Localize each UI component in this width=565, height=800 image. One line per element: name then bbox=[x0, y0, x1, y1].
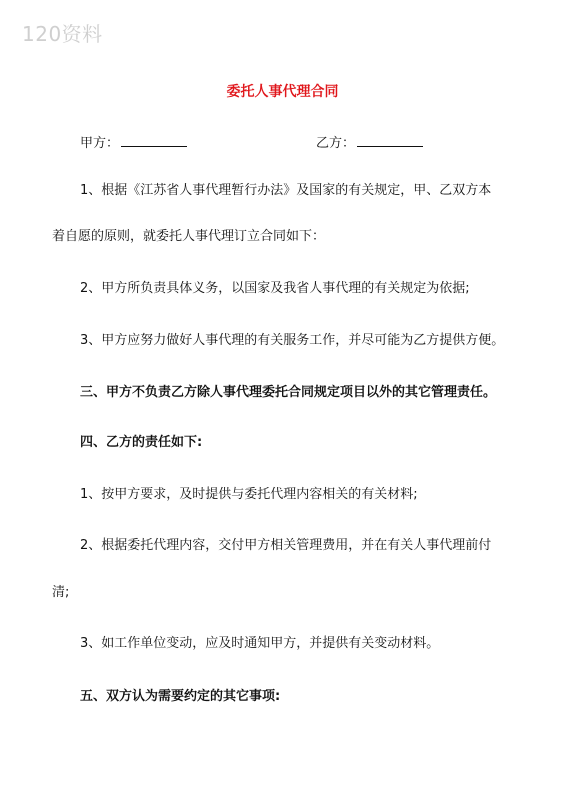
clause-4-2-continued bbox=[52, 583, 512, 603]
section-4-heading bbox=[52, 433, 512, 453]
party-a-blank bbox=[121, 134, 187, 147]
party-b bbox=[316, 132, 423, 151]
clause-4-3-text: 3、如工作单位变动，应及时通知甲方，并提供有关变动材料。 bbox=[80, 636, 440, 651]
party-a bbox=[80, 132, 187, 151]
section-3 bbox=[52, 383, 512, 403]
clause-1 bbox=[52, 181, 512, 201]
party-b-blank bbox=[357, 134, 423, 147]
clause-3-text: 3、甲方应努力做好人事代理的有关服务工作，并尽可能为乙方提供方便。 bbox=[80, 333, 505, 348]
document-title: 委托人事代理合同 bbox=[226, 84, 339, 100]
party-a-label: 甲方： bbox=[80, 136, 120, 151]
clause-1-continued bbox=[52, 227, 512, 247]
clause-4-2 bbox=[52, 536, 512, 556]
clause-2-text: 2、甲方所负责具体义务，以国家及我省人事代理的有关规定为依据; bbox=[80, 281, 470, 296]
clause-4-1-text: 1、按甲方要求，及时提供与委托代理内容相关的有关材料; bbox=[80, 487, 418, 502]
clause-1-line-1: 1、根据《江苏省人事代理暂行办法》及国家的有关规定，甲、乙双方本 bbox=[80, 183, 492, 198]
clause-4-2-line-2: 清; bbox=[52, 585, 70, 600]
clause-2 bbox=[52, 279, 512, 299]
section-3-text: 三、甲方不负责乙方除人事代理委托合同规定项目以外的其它管理责任。 bbox=[80, 385, 497, 400]
clause-1-line-2: 着自愿的原则，就委托人事代理订立合同如下： bbox=[52, 229, 326, 244]
section-5-heading bbox=[52, 687, 512, 707]
party-b-label: 乙方： bbox=[316, 136, 356, 151]
section-4-heading-text: 四、乙方的责任如下: bbox=[80, 435, 203, 450]
clause-3 bbox=[52, 331, 512, 351]
clause-4-2-line-1: 2、根据委托代理内容，交付甲方相关管理费用，并在有关人事代理前付 bbox=[80, 538, 492, 553]
clause-4-3 bbox=[52, 634, 512, 654]
section-5-heading-text: 五、双方认为需要约定的其它事项: bbox=[80, 689, 281, 704]
watermark: 120资料 bbox=[22, 22, 103, 46]
clause-4-1 bbox=[52, 485, 512, 505]
